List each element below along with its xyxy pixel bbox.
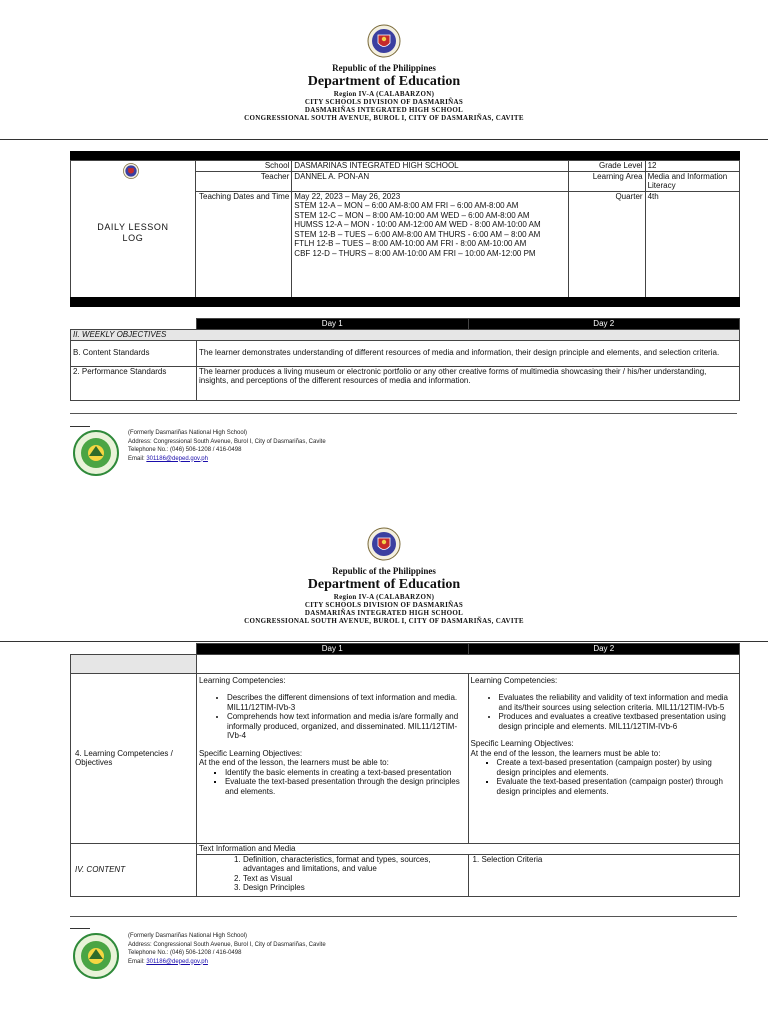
list-item: ▪ Create a text-based presentation (campaign poster) by using design principles and elements. xyxy=(497,758,737,777)
deped-seal-icon xyxy=(367,24,401,58)
schedule-cell xyxy=(292,191,569,297)
slo-intro: At the end of the lesson, the learners must be able to: xyxy=(470,748,661,758)
day1-content-list xyxy=(199,855,466,893)
page2-header xyxy=(0,566,768,625)
content-standards-label: B. Content Standards xyxy=(71,340,197,366)
school-label: School xyxy=(195,161,291,172)
content-standards-text: The learner demonstrates understanding of different resources of media and information, their design principle and elements, and selection criteria. xyxy=(197,340,740,366)
learning-area-value: Media and Information Literacy xyxy=(645,171,739,191)
day2-header: Day 2 xyxy=(468,644,739,655)
day1-competency-list xyxy=(199,693,466,741)
schedule-line: STEM 12-C – MON – 8:00 AM-10:00 AM WED – 6:00 AM-8:00 AM xyxy=(294,210,530,220)
day1-content-cell xyxy=(196,854,468,896)
day2-slo-list xyxy=(471,758,737,796)
department-title: Department of Education xyxy=(307,577,461,592)
schedule-line: STEM 12-B – TUES – 6:00 AM-8:00 AM THURS - 6:00 AM – 8:00 AM xyxy=(294,229,541,239)
lc-heading: Learning Competencies: xyxy=(470,675,558,685)
footer-divider xyxy=(70,413,737,414)
performance-standards-label: 2. Performance Standards xyxy=(71,366,197,400)
slo-heading: Specific Learning Objectives: xyxy=(198,748,303,758)
day2-competency-list xyxy=(471,693,737,731)
day2-competencies-cell xyxy=(468,673,739,843)
footer-telephone: Telephone No.: (046) 506-1208 / 416-0498 xyxy=(128,447,242,453)
content-label: IV. CONTENT xyxy=(71,843,197,896)
list-item: ▪ Evaluate the text-based presentation (campaign poster) through design principles and elements. xyxy=(497,777,737,796)
content-topic: Text Information and Media xyxy=(196,843,739,854)
page1-header xyxy=(0,63,768,122)
quarter-label: Quarter xyxy=(569,191,645,297)
dll-title: DAILY LESSON LOG xyxy=(97,221,169,243)
footer-1 xyxy=(72,429,472,477)
grade-value: 12 xyxy=(645,161,739,172)
region-label: Region IV-A (CALABARZON) xyxy=(333,90,435,98)
footer-email-row xyxy=(128,455,448,464)
grade-label: Grade Level xyxy=(569,161,645,172)
footer-divider xyxy=(70,916,737,917)
list-item: ▪ Evaluate the text-based presentation through the design principles and elements. xyxy=(225,777,466,796)
footer-email-label: Email: xyxy=(128,958,147,965)
footer-address: Address: Congressional South Avenue, Burol I, City of Dasmariñas, Cavite xyxy=(128,438,326,445)
competencies-label: 4. Learning Competencies / Objectives xyxy=(71,673,197,843)
blank-label-cell xyxy=(71,654,197,673)
learning-area-label: Learning Area xyxy=(569,171,645,191)
footer-short-rule xyxy=(70,928,90,929)
list-item: 1. Definition, characteristics, format and types, sources, advantages and limitations, and value xyxy=(243,855,466,874)
footer-formerly: (Formerly Dasmariñas National High School) xyxy=(128,933,248,939)
footer-text xyxy=(128,932,448,966)
school-name-label: DASMARIÑAS INTEGRATED HIGH SCHOOL xyxy=(304,609,464,617)
school-logo-icon xyxy=(72,932,120,980)
lc-heading: Learning Competencies: xyxy=(198,675,286,685)
header-divider xyxy=(0,139,768,140)
list-item: • Produces and evaluates a creative textbased presentation using design principle and elements. MIL11/12TIM-IVb-6 xyxy=(499,712,737,731)
objectives-table xyxy=(70,318,740,401)
republic-label: Republic of the Philippines xyxy=(332,63,436,73)
footer-email-row xyxy=(128,958,448,967)
schedule-line: HUMSS 12-A – MON - 10:00 AM-12:00 AM WED - 8:00 AM-10:00 AM xyxy=(294,220,541,229)
deped-seal-icon xyxy=(123,163,139,179)
footer-text xyxy=(128,429,448,463)
footer-formerly: (Formerly Dasmariñas National High School) xyxy=(128,430,248,436)
division-label: CITY SCHOOLS DIVISION OF DASMARIÑAS xyxy=(304,601,464,609)
list-item: 3. Design Principles xyxy=(243,883,466,893)
teacher-value: DANNEL A. PON-AN xyxy=(292,171,569,191)
deped-seal-icon xyxy=(367,527,401,561)
quarter-value: 4th xyxy=(645,191,739,297)
teacher-label: Teacher xyxy=(195,171,291,191)
day1-header: Day 1 xyxy=(196,644,468,655)
empty-corner xyxy=(71,319,197,330)
footer-address: Address: Congressional South Avenue, Burol I, City of Dasmariñas, Cavite xyxy=(128,941,326,948)
schedule-line: FTLH 12-B – TUES – 8:00 AM-10:00 AM FRI - 8:00 AM-10:00 AM xyxy=(294,239,527,248)
footer-email-link[interactable]: 301186@deped.gov.ph xyxy=(146,455,208,462)
region-label: Region IV-A (CALABARZON) xyxy=(333,593,435,601)
dll-title-cell xyxy=(71,161,196,298)
address-label: CONGRESSIONAL SOUTH AVENUE, BUROL I, CITY OF DASMARIÑAS, CAVITE xyxy=(244,617,524,625)
list-item: • Comprehends how text information and media is/are formally and informally produced, organized, and disseminated. MIL11/12TIM-IVb-4 xyxy=(227,712,466,741)
day2-content-cell xyxy=(468,854,739,896)
department-title: Department of Education xyxy=(307,74,461,89)
footer-short-rule xyxy=(70,426,90,427)
list-item: 2. Text as Visual xyxy=(243,874,466,884)
header-divider xyxy=(0,641,768,642)
day1-slo-list xyxy=(199,768,466,797)
footer-email-label: Email: xyxy=(128,455,147,462)
dll-header-table xyxy=(70,160,740,298)
footer-telephone: Telephone No.: (046) 506-1208 / 416-0498 xyxy=(128,950,242,956)
dll-top-bar xyxy=(70,151,740,160)
day2-content: 1. Selection Criteria xyxy=(472,854,543,864)
list-item: • Evaluates the reliability and validity of text information and media and its/their sources using selection criteria. MIL11/12TIM-IVb-5 xyxy=(499,693,737,712)
footer-2 xyxy=(72,932,472,980)
dll-bottom-bar xyxy=(70,297,740,307)
performance-standards-text: The learner produces a living museum or electronic portfolio or any other creative forms of multimedia showcasing their / his/her understanding, insights, and perceptions of the different resources of media and information. xyxy=(197,366,740,400)
empty-corner xyxy=(71,644,197,655)
list-item: ▪ Identify the basic elements in creating a text-based presentation xyxy=(225,768,466,778)
address-label: CONGRESSIONAL SOUTH AVENUE, BUROL I, CITY OF DASMARIÑAS, CAVITE xyxy=(244,114,524,122)
footer-email-link[interactable]: 301186@deped.gov.ph xyxy=(146,958,208,965)
teaching-dates-label: Teaching Dates and Time xyxy=(195,191,291,297)
schedule-line: STEM 12-A – MON – 6:00 AM-8:00 AM FRI – 6:00 AM-8:00 AM xyxy=(294,201,519,210)
republic-label: Republic of the Philippines xyxy=(332,566,436,576)
schedule-line: May 22, 2023 – May 26, 2023 xyxy=(294,191,401,201)
division-label: CITY SCHOOLS DIVISION OF DASMARIÑAS xyxy=(304,98,464,106)
day2-header: Day 2 xyxy=(468,319,740,330)
weekly-objectives-heading: II. WEEKLY OBJECTIVES xyxy=(71,330,740,341)
school-name-label: DASMARIÑAS INTEGRATED HIGH SCHOOL xyxy=(304,106,464,114)
day1-header: Day 1 xyxy=(197,319,468,330)
day1-competencies-cell xyxy=(196,673,468,843)
schedule-line: CBF 12-D – THURS – 8:00 AM-10:00 AM FRI – 10:00 AM-12:00 PM xyxy=(294,248,536,258)
school-value: DASMARINAS INTEGRATED HIGH SCHOOL xyxy=(292,161,569,172)
list-item: • Describes the different dimensions of text information and media. MIL11/12TIM-IVb-3 xyxy=(227,693,466,712)
slo-intro: At the end of the lesson, the learners must be able to: xyxy=(198,758,389,767)
blank-content-cell xyxy=(196,654,739,673)
competencies-table xyxy=(70,643,740,897)
slo-heading: Specific Learning Objectives: xyxy=(470,739,574,748)
school-logo-icon xyxy=(72,429,120,477)
